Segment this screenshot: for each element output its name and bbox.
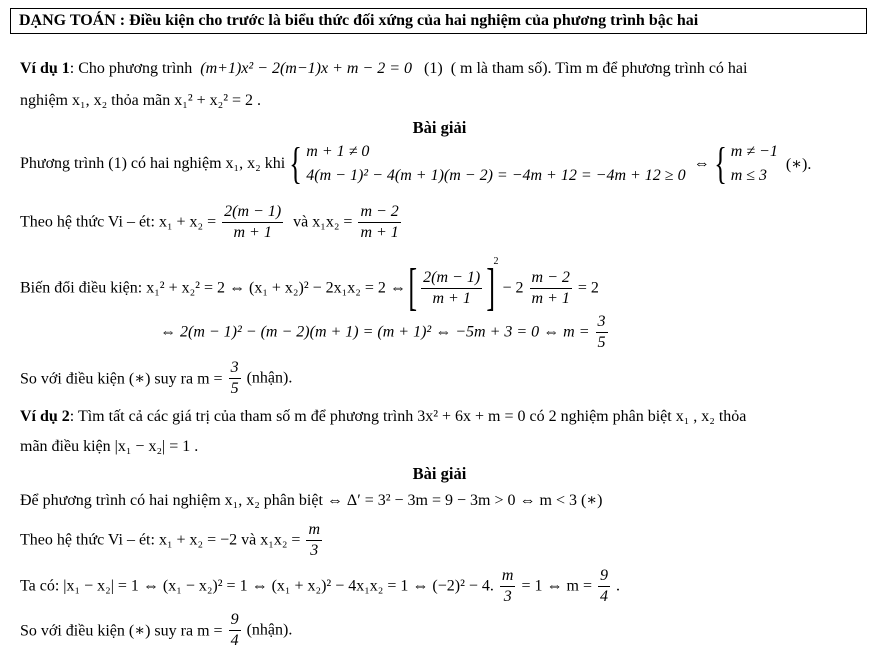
fraction-numerator: 9 — [598, 566, 610, 587]
ex1-solution-heading: Bài giải — [412, 118, 467, 137]
fraction-numerator: m — [306, 520, 322, 541]
ex2-discriminant: Để phương trình có hai nghiệm x₁, x₂ phân biệt ⇔ Δ′ = 3² − 3m = 9 − 3m > 0 ⇔ m < 3 (∗) — [20, 492, 603, 509]
square-exponent: 2 — [493, 256, 499, 267]
fraction-numerator: m − 2 — [358, 202, 400, 223]
fraction-denominator: m + 1 — [432, 289, 471, 307]
left-brace: { — [289, 139, 303, 188]
ex2-text-b: mãn điều kiện |x₁ − x₂| = 1 . — [20, 438, 199, 455]
ex2-conclusion-fraction — [229, 610, 241, 651]
ex2-conclusion-prefix: So với điều kiện (∗) suy ra m = — [20, 622, 223, 640]
period: . — [615, 577, 620, 595]
ex2-derivation-mid: = 1 ⇔ m = — [521, 577, 592, 595]
ex1-text-a: : Cho phương trình — [69, 60, 193, 77]
ex1-solve-equation: ⇔ 2(m − 1)² − (m − 2)(m + 1) = (m + 1)² ⇔ −5m + 3 = 0 ⇔ m = — [160, 323, 590, 341]
fraction-numerator: 9 — [229, 610, 241, 631]
fraction-denominator: 3 — [310, 542, 319, 559]
ex1-result-system — [731, 140, 778, 188]
left-brace-2: { — [713, 139, 727, 188]
ex2-step2 — [20, 520, 324, 561]
ex1-conclusion-fraction — [229, 358, 241, 399]
ex1-conclusion-suffix: (nhận). — [246, 369, 293, 387]
ex1-second-fraction — [530, 268, 572, 309]
fraction-numerator: m — [500, 566, 516, 587]
result-row-b: m ≤ 3 — [730, 167, 768, 184]
ex1-step1-prefix: Phương trình (1) có hai nghiệm x₁, x₂ khi — [20, 155, 286, 172]
fraction-numerator: 3 — [596, 312, 608, 333]
ex1-product-fraction — [358, 202, 400, 243]
ex1-step1 — [20, 140, 811, 192]
ex1-solution-fraction — [596, 312, 608, 353]
ex1-statement-line1 — [20, 60, 747, 78]
ex1-vieta-mid: và x₁x₂ = — [293, 213, 353, 231]
ex1-condition-system — [306, 140, 685, 188]
fraction-denominator: 5 — [597, 334, 606, 351]
fraction-numerator: 2(m − 1) — [421, 268, 482, 289]
system-row-a: m + 1 ≠ 0 — [306, 143, 370, 160]
ex2-conclusion — [20, 610, 292, 651]
ex1-tag: (1) — [424, 60, 443, 77]
ex2-product-fraction — [306, 520, 322, 561]
equiv-arrow: ⇔ — [693, 155, 710, 172]
ex2-step1 — [20, 490, 603, 510]
ex1-step3 — [20, 256, 599, 317]
equals-two: = 2 — [577, 279, 599, 297]
ex2-derivation-prefix: Ta có: |x₁ − x₂| = 1 ⇔ (x₁ − x₂)² = 1 ⇔ (x₁ + x₂)² − 4x₁x₂ = 1 ⇔ (−2)² − 4. — [20, 577, 494, 595]
ex2-text-a: : Tìm tất cả các giá trị của tham số m để phương trình 3x² + 6x + m = 0 có 2 nghiệm phân biệt x₁ , x₂ thỏa — [69, 408, 747, 425]
ex1-transform-prefix: Biến đổi điều kiện: x₁² + x₂² = 2 ⇔ (x₁ + x₂)² − 2x₁x₂ = 2 ⇔ — [20, 279, 406, 297]
fraction-denominator: 3 — [503, 588, 512, 605]
ex1-statement-line2 — [20, 92, 261, 110]
title-box — [10, 8, 867, 34]
ex2-m-over-3 — [500, 566, 516, 607]
fraction-denominator: m + 1 — [233, 224, 272, 241]
ex2-step3 — [20, 566, 620, 607]
ex1-step4 — [160, 312, 610, 353]
system-row-b: 4(m − 1)² − 4(m + 1)(m − 2) = −4m + 12 = −4m + 12 ≥ 0 — [306, 167, 686, 184]
ex1-label: Ví dụ 1 — [20, 60, 70, 77]
ex1-conclusion — [20, 358, 292, 399]
star-label: (∗). — [785, 156, 812, 173]
left-bracket: [ — [408, 259, 417, 317]
ex2-statement-line2 — [20, 438, 198, 456]
ex1-step2 — [20, 202, 403, 243]
ex2-vieta-prefix: Theo hệ thức Vi – ét: x₁ + x₂ = −2 và x₁x₂ = — [20, 531, 301, 549]
fraction-denominator: 5 — [230, 380, 239, 397]
ex1-conclusion-prefix: So với điều kiện (∗) suy ra m = — [20, 370, 223, 388]
page-title: DẠNG TOÁN : Điều kiện cho trước là biểu thức đối xứng của hai nghiệm của phương trình bậc hai — [19, 12, 699, 29]
ex2-statement-line1 — [20, 408, 746, 426]
ex2-conclusion-suffix: (nhận). — [246, 621, 293, 639]
ex2-label: Ví dụ 2 — [20, 408, 70, 425]
minus-two: − 2 — [502, 279, 524, 297]
right-bracket: ] — [486, 259, 496, 317]
ex1-equation: (m+1)x² − 2(m−1)x + m − 2 = 0 — [200, 60, 413, 77]
fraction-numerator: 2(m − 1) — [222, 202, 283, 223]
ex1-text-c: nghiệm x₁, x₂ thỏa mãn x₁² + x₂² = 2 . — [20, 92, 262, 109]
fraction-denominator: m + 1 — [360, 224, 399, 241]
result-row-a: m ≠ −1 — [730, 143, 778, 160]
ex1-bracket-fraction — [421, 268, 482, 309]
fraction-denominator: 4 — [230, 632, 239, 649]
fraction-denominator: 4 — [599, 588, 608, 605]
ex2-result-fraction — [598, 566, 610, 607]
fraction-numerator: 3 — [229, 358, 241, 379]
ex1-sum-fraction — [222, 202, 283, 243]
fraction-denominator: m + 1 — [531, 289, 570, 307]
ex2-solution-heading: Bài giải — [412, 464, 467, 483]
ex1-vieta-prefix: Theo hệ thức Vi – ét: x₁ + x₂ = — [20, 213, 217, 231]
ex1-text-b: ( m là tham số). Tìm m để phương trình có hai — [450, 60, 748, 77]
fraction-numerator: m − 2 — [530, 268, 572, 289]
